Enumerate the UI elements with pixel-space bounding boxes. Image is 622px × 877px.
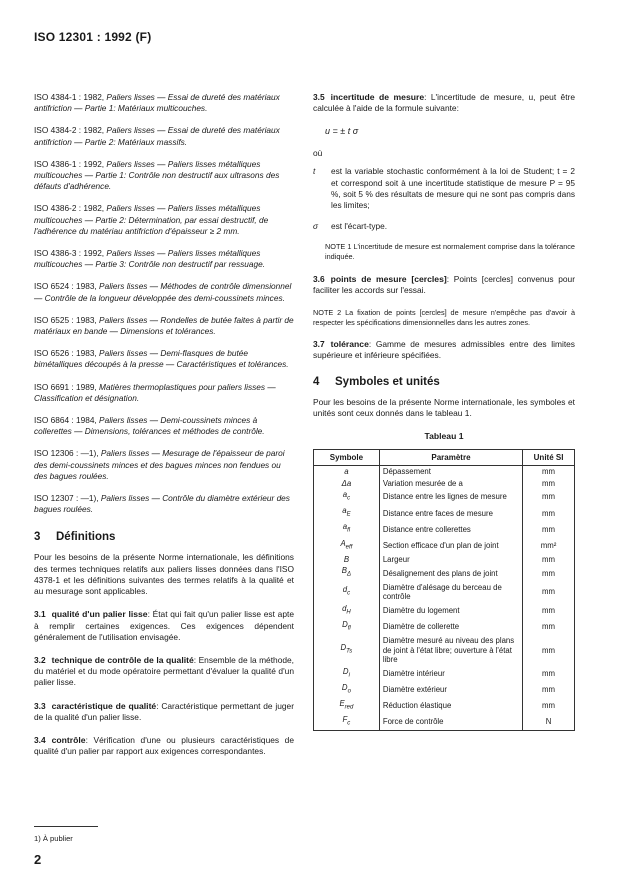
symbol-subscript: o bbox=[347, 688, 351, 695]
reference-item bbox=[34, 448, 294, 482]
definition-number: 3.4 bbox=[34, 734, 46, 745]
reference-id: ISO 4384-2 : 1982, bbox=[34, 125, 107, 136]
definition-number: 3.6 bbox=[313, 273, 325, 284]
definition-text: : État qui fait qu'un palier lisse est apte à remplir certaines exigences. Ces exigences dépendent généralement de l'utilisation envisagée. bbox=[34, 609, 294, 642]
definition-number: 3.1 bbox=[34, 609, 46, 620]
table-body bbox=[314, 466, 575, 731]
symbol-cell bbox=[314, 582, 380, 603]
table-row bbox=[314, 582, 575, 603]
parameter-cell: Force de contrôle bbox=[379, 714, 522, 731]
definition-3-2 bbox=[34, 655, 294, 689]
symbol-cell: a bbox=[314, 466, 380, 478]
definition-text: : Caractéristique permettant de juger de la qualité d'un palier lisse. bbox=[34, 700, 294, 722]
definition-text: : Vérification d'une ou plusieurs caractéristiques de qualité d'un palier par rapport aux exigences correspondantes. bbox=[34, 734, 294, 757]
symbol-base: E bbox=[339, 699, 345, 709]
unit-cell: mm bbox=[523, 698, 575, 714]
unit-cell: mm bbox=[523, 466, 575, 478]
parameter-cell: Distance entre les lignes de mesure bbox=[379, 489, 522, 505]
footnote-separator bbox=[34, 826, 98, 827]
symbol-cell bbox=[314, 565, 380, 581]
unit-cell: mm bbox=[523, 603, 575, 619]
definition-3-5 bbox=[313, 92, 575, 114]
definition-3-1 bbox=[34, 609, 294, 643]
note-2: NOTE 2 La fixation de points [cercles] de mesure n'empêche pas d'avoir à respecter les spécifications dimensionnelles dans les autres zones. bbox=[313, 308, 575, 327]
table-row bbox=[314, 603, 575, 619]
reference-title: Paliers lisses — Paliers lisses métalliques multicouches — Partie 1: Contrôle non destructif aux ultrasons des défauts d'adhérence. bbox=[34, 158, 280, 192]
definition-term: incertitude de mesure bbox=[330, 92, 425, 102]
definition-text: : Ensemble de la méthode, du matériel et du mode opératoire permettant d'évaluer la qualité d'un palier lisse. bbox=[34, 654, 294, 688]
table-row bbox=[314, 521, 575, 537]
parameter-cell: Diamètre de collerette bbox=[379, 619, 522, 635]
reference-id: ISO 6526 : 1983, bbox=[34, 348, 100, 359]
reference-title: Paliers lisses — Mesurage de l'épaisseur de paroi des demi-coussinets minces et des bagues minces non fendues ou des bagues roulées. bbox=[34, 448, 285, 481]
definition-text: : L'incertitude de mesure, u, peut être calculée à l'aide de la formule suivante: bbox=[313, 92, 575, 114]
definition-number: 3.2 bbox=[34, 654, 46, 665]
left-column bbox=[34, 92, 294, 769]
symbol-base: F bbox=[342, 715, 348, 725]
unit-cell: mm² bbox=[523, 538, 575, 554]
symbol-base: D bbox=[340, 643, 347, 653]
symbol-cell bbox=[314, 521, 380, 537]
reference-item bbox=[34, 125, 294, 147]
column-header-symbol: Symbole bbox=[314, 450, 380, 466]
symbol-base: A bbox=[340, 538, 346, 548]
definition-number: 3.3 bbox=[34, 700, 46, 711]
unit-cell: mm bbox=[523, 666, 575, 682]
definition-term: tolérance bbox=[330, 339, 369, 350]
symbol-cell bbox=[314, 714, 380, 731]
variable-symbol: t bbox=[313, 166, 316, 177]
symbol-cell bbox=[314, 505, 380, 521]
reference-item bbox=[34, 159, 294, 193]
section-4-intro: Pour les besoins de la présente Norme internationale, les symboles et unités sont ceux donnés dans le tableau 1. bbox=[313, 396, 575, 418]
section-3-intro: Pour les besoins de la présente Norme internationale, les définitions des termes techniques relatifs aux paliers lisses données dans l'ISO 4378-1 et les définitions suivantes des termes relatifs à la qualité et au mesurage sont applicables. bbox=[34, 552, 294, 597]
definition-term: technique de contrôle de la qualité bbox=[51, 654, 194, 665]
reference-title: Matières thermoplastiques pour paliers lisses — Classification et désignation. bbox=[34, 381, 276, 403]
symbol-cell bbox=[314, 538, 380, 554]
reference-title: Paliers lisses — Essai de dureté des matériaux antifriction — Partie 1: Matériaux multicouches. bbox=[34, 92, 280, 114]
reference-id: ISO 6525 : 1983, bbox=[34, 314, 100, 325]
symbol-base: a bbox=[342, 506, 347, 516]
section-title: Symboles et unités bbox=[335, 375, 440, 388]
symbols-table bbox=[313, 449, 575, 731]
parameter-cell: Diamètre d'alésage du berceau de contrôle bbox=[379, 582, 522, 603]
unit-cell: mm bbox=[523, 489, 575, 505]
unit-cell: mm bbox=[523, 554, 575, 566]
table-row bbox=[314, 505, 575, 521]
uncertainty-formula: u = ± t σ bbox=[325, 126, 359, 137]
symbol-base: a bbox=[342, 490, 348, 500]
reference-id: ISO 6524 : 1983, bbox=[34, 281, 100, 292]
where-label: où bbox=[313, 148, 323, 159]
definition-term: qualité d'un palier lisse bbox=[51, 609, 148, 620]
page-number: 2 bbox=[34, 852, 42, 867]
reference-item bbox=[34, 348, 294, 370]
symbol-cell bbox=[314, 635, 380, 666]
symbol-base: d bbox=[342, 603, 347, 613]
reference-id: ISO 4386-2 : 1982, bbox=[34, 203, 107, 214]
definition-3-3 bbox=[34, 701, 294, 723]
footnote: 1) À publier bbox=[34, 834, 73, 843]
symbol-base: D bbox=[341, 682, 348, 692]
section-4-heading bbox=[313, 376, 575, 388]
reference-title: Paliers lisses — Rondelles de butée faites à partir de matériaux en bande — Dimensions et tolérances. bbox=[34, 314, 294, 337]
table-row bbox=[314, 478, 575, 490]
symbol-cell bbox=[314, 619, 380, 635]
definition-term: points de mesure [cercles] bbox=[330, 273, 447, 284]
variable-t-definition bbox=[313, 166, 575, 211]
unit-cell: mm bbox=[523, 565, 575, 581]
unit-cell: mm bbox=[523, 478, 575, 490]
table-row bbox=[314, 565, 575, 581]
symbol-subscript: eff bbox=[345, 544, 353, 551]
table-row bbox=[314, 466, 575, 478]
symbol-base: B bbox=[341, 566, 347, 576]
reference-item bbox=[34, 415, 294, 437]
symbol-base: D bbox=[342, 666, 349, 676]
section-number: 4 bbox=[313, 375, 320, 388]
reference-id: ISO 4386-3 : 1992, bbox=[34, 248, 107, 259]
parameter-cell: Dépassement bbox=[379, 466, 522, 478]
reference-id: ISO 12307 : —1), bbox=[34, 493, 101, 504]
table-header-row bbox=[314, 450, 575, 466]
unit-cell: mm bbox=[523, 582, 575, 603]
symbol-cell bbox=[314, 682, 380, 698]
symbol-cell bbox=[314, 603, 380, 619]
unit-cell: N bbox=[523, 714, 575, 731]
definition-term: caractéristique de qualité bbox=[51, 700, 157, 711]
table-row bbox=[314, 635, 575, 666]
symbol-base: a bbox=[342, 522, 348, 532]
reference-item bbox=[34, 92, 294, 114]
unit-cell: mm bbox=[523, 521, 575, 537]
parameter-cell: Section efficace d'un plan de joint bbox=[379, 538, 522, 554]
symbol-cell bbox=[314, 489, 380, 505]
reference-item bbox=[34, 315, 294, 337]
symbol-subscript: Δ bbox=[347, 571, 352, 578]
reference-title: Paliers lisses — Essai de dureté des matériaux antifriction — Partie 2: Matériaux massifs. bbox=[34, 125, 280, 147]
table-row bbox=[314, 619, 575, 635]
reference-item bbox=[34, 281, 294, 303]
parameter-cell: Diamètre du logement bbox=[379, 603, 522, 619]
definition-number: 3.5 bbox=[313, 92, 325, 102]
reference-item bbox=[34, 493, 294, 515]
symbol-base: d bbox=[342, 585, 348, 595]
reference-title: Paliers lisses — Méthodes de contrôle dimensionnel — Contrôle de la longueur développée des demi-coussinets minces. bbox=[34, 281, 292, 303]
reference-id: ISO 12306 : —1), bbox=[34, 448, 101, 459]
unit-cell: mm bbox=[523, 619, 575, 635]
definition-number: 3.7 bbox=[313, 339, 325, 350]
column-header-parameter: Paramètre bbox=[379, 450, 522, 466]
right-column bbox=[313, 92, 575, 731]
table-row bbox=[314, 698, 575, 714]
reference-id: ISO 6691 : 1989, bbox=[34, 381, 100, 392]
parameter-cell: Distance entre faces de mesure bbox=[379, 505, 522, 521]
parameter-cell: Distance entre collerettes bbox=[379, 521, 522, 537]
reference-id: ISO 4386-1 : 1992, bbox=[34, 158, 107, 169]
reference-title: Paliers lisses — Demi-coussinets minces à collerettes — Dimensions, tolérances et méthodes de contrôle. bbox=[34, 415, 265, 437]
definition-text: : Points [cercles] convenus pour faciliter les accords sur l'essai. bbox=[313, 273, 575, 295]
variable-sigma-definition bbox=[313, 221, 575, 232]
table-row bbox=[314, 714, 575, 731]
parameter-cell: Diamètre mesuré au niveau des plans de joint à l'état libre; ouverture à l'état libre bbox=[379, 635, 522, 666]
symbol-subscript: H bbox=[346, 609, 351, 616]
reference-item bbox=[34, 203, 294, 237]
symbol-cell: B bbox=[314, 554, 380, 566]
parameter-cell: Variation mesurée de a bbox=[379, 478, 522, 490]
variable-symbol: σ bbox=[313, 221, 319, 232]
column-header-unit: Unité SI bbox=[523, 450, 575, 466]
note-1: NOTE 1 L'incertitude de mesure est normalement comprise dans la tolérance indiquée. bbox=[325, 242, 575, 262]
definition-3-6 bbox=[313, 274, 575, 296]
reference-id: ISO 6864 : 1984, bbox=[34, 415, 100, 426]
table-row bbox=[314, 489, 575, 505]
section-number: 3 bbox=[34, 531, 41, 544]
symbol-subscript: c bbox=[347, 495, 351, 502]
reference-title: Paliers lisses — Demi-flasques de butée bimétalliques découpés à la presse — Caractéristiques et tolérances. bbox=[34, 348, 289, 370]
table-row bbox=[314, 554, 575, 566]
unit-cell: mm bbox=[523, 505, 575, 521]
reference-id: ISO 4384-1 : 1982, bbox=[34, 92, 107, 102]
section-title: Définitions bbox=[56, 531, 116, 544]
symbol-subscript: fl bbox=[347, 528, 351, 535]
definition-text: : Gamme de mesures admissibles entre des limites supérieure et inférieure spécifiées. bbox=[313, 339, 575, 361]
symbol-subscript: c bbox=[347, 720, 351, 727]
symbol-cell bbox=[314, 698, 380, 714]
unit-cell: mm bbox=[523, 635, 575, 666]
parameter-cell: Largeur bbox=[379, 554, 522, 566]
symbol-cell bbox=[314, 666, 380, 682]
reference-title: Paliers lisses — Contrôle du diamètre extérieur des bagues roulées. bbox=[34, 493, 290, 515]
table-caption: Tableau 1 bbox=[424, 431, 464, 442]
table-row bbox=[314, 538, 575, 554]
symbol-subscript: i bbox=[348, 672, 350, 679]
normative-references-list bbox=[34, 92, 294, 515]
reference-title: Paliers lisses — Paliers lisses métalliques multicouches — Partie 2: Détermination, par essai destructif, de l'adhérence du matériau antifriction d'épaisseur ≥ 2 mm. bbox=[34, 203, 269, 236]
symbol-subscript: fl bbox=[347, 625, 351, 632]
section-3-heading bbox=[34, 531, 294, 543]
unit-cell: mm bbox=[523, 682, 575, 698]
reference-item bbox=[34, 382, 294, 404]
parameter-cell: Réduction élastique bbox=[379, 698, 522, 714]
parameter-cell: Désalignement des plans de joint bbox=[379, 565, 522, 581]
symbol-subscript: red bbox=[344, 704, 354, 711]
reference-item bbox=[34, 248, 294, 270]
symbol-cell: Δa bbox=[314, 478, 380, 490]
parameter-cell: Diamètre extérieur bbox=[379, 682, 522, 698]
symbol-subscript: c bbox=[347, 590, 351, 597]
symbol-base: D bbox=[342, 619, 348, 629]
definition-3-4 bbox=[34, 735, 294, 757]
definition-3-7 bbox=[313, 339, 575, 361]
variable-description: est la variable stochastic conformément à la loi de Student; t = 2 et correspond soit à une incertitude statistique de mesure P = 95 %, soit 5 % des résultats de mesure qui ne sont pas compris dans les limites; bbox=[331, 166, 575, 211]
definition-term: contrôle bbox=[51, 734, 86, 745]
symbol-subscript: Ts bbox=[346, 648, 353, 655]
reference-title: Paliers lisses — Paliers lisses métalliques multicouches — Partie 3: Contrôle non destructif par ressuage. bbox=[34, 248, 266, 270]
table-row bbox=[314, 682, 575, 698]
table-row bbox=[314, 666, 575, 682]
symbol-subscript: E bbox=[346, 511, 351, 518]
document-header: ISO 12301 : 1992 (F) bbox=[34, 30, 152, 44]
parameter-cell: Diamètre intérieur bbox=[379, 666, 522, 682]
variable-description: est l'écart-type. bbox=[331, 221, 387, 232]
